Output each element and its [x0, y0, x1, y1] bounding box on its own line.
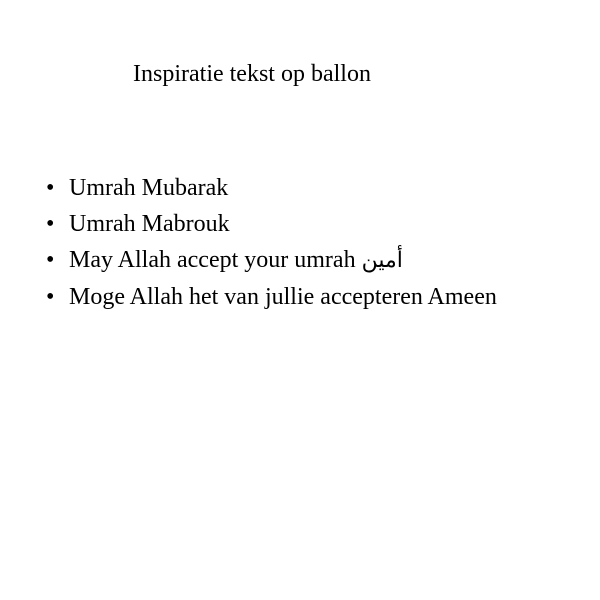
list-item-text: Umrah Mabrouk	[69, 211, 230, 237]
list-item-text: Moge Allah het van jullie accepteren Ameen	[69, 284, 497, 310]
bullet-icon: •	[46, 175, 55, 201]
list-item-text: Umrah Mubarak	[69, 175, 229, 201]
bullet-icon: •	[46, 284, 55, 310]
list-item-text: May Allah accept your umrah	[69, 247, 362, 273]
list-item	[40, 206, 497, 242]
list-item	[40, 242, 497, 279]
arabic-amen-text: أمين	[361, 248, 403, 273]
inspiration-list	[40, 170, 497, 315]
bullet-icon: •	[46, 247, 55, 273]
page-title: Inspiratie tekst op ballon	[133, 61, 371, 87]
list-item	[40, 279, 497, 315]
list-item	[40, 170, 497, 206]
bullet-icon: •	[46, 211, 55, 237]
